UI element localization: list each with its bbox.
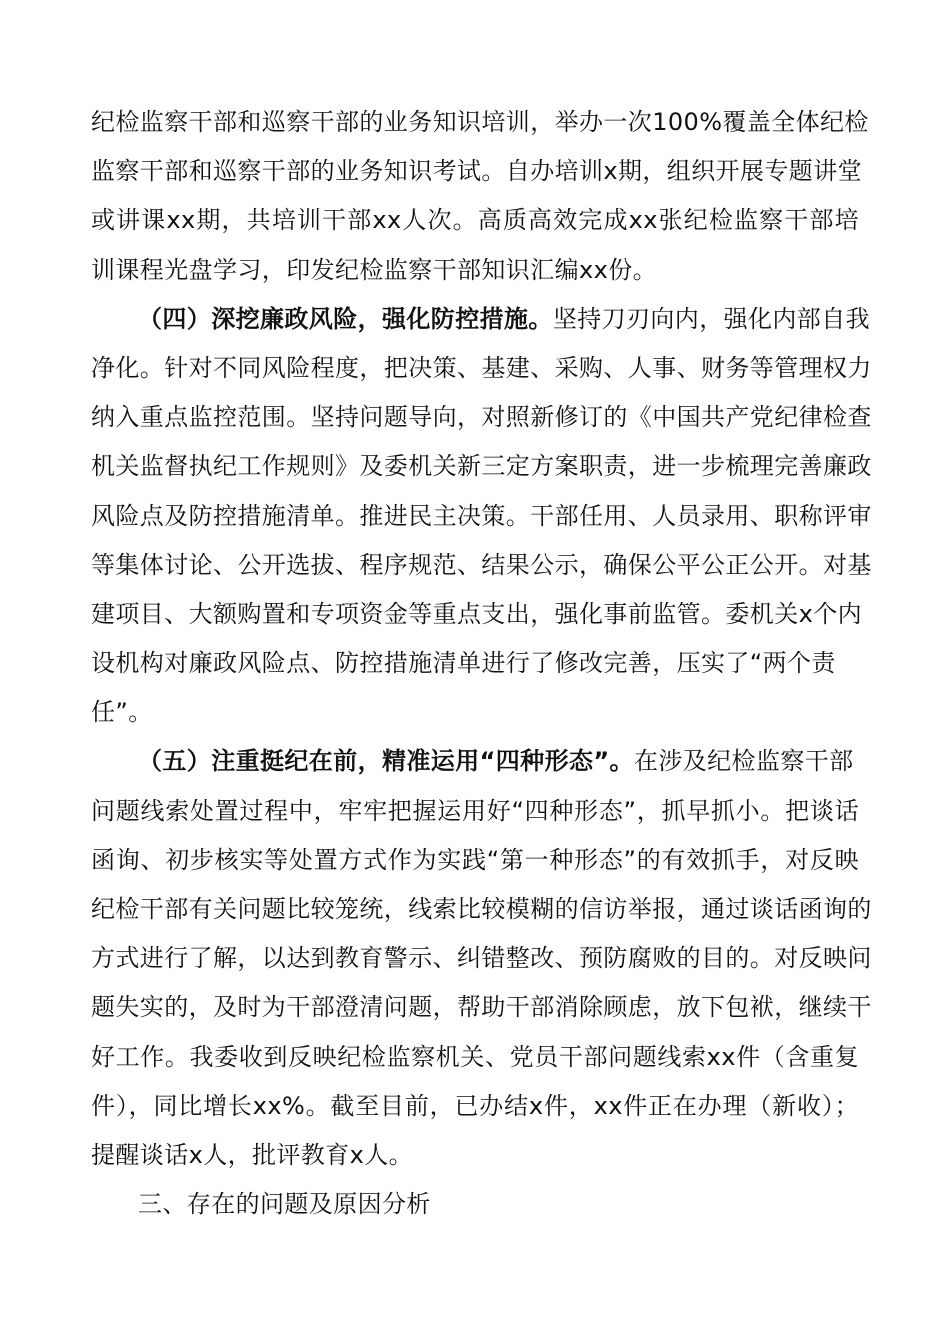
paragraph-line: 风险点及防控措施清单。推进民主决策。干部任用、人员录用、职称评审 bbox=[91, 501, 872, 530]
paragraph-line: 题失实的，及时为干部澄清问题，帮助干部消除顾虑，放下包袱，继续干 bbox=[91, 993, 872, 1022]
paragraph-line: 提醒谈话x人，批评教育x人。 bbox=[91, 1140, 414, 1169]
section-heading: 三、存在的问题及原因分析 bbox=[138, 1190, 431, 1219]
paragraph-line: 问题线索处置过程中，牢牢把握运用好“四种形态”，抓早抓小。把谈话 bbox=[91, 796, 859, 825]
paragraph-line: 件），同比增长xx%。截至目前，已办结x件，xx件正在办理（新收）； bbox=[91, 1091, 859, 1120]
paragraph-line: 或讲课xx期，共培训干部xx人次。高质高效完成xx张纪检监察干部培 bbox=[91, 206, 859, 235]
paragraph-line: 监察干部和巡察干部的业务知识考试。自办培训x期，组织开展专题讲堂 bbox=[91, 157, 863, 186]
paragraph-line: 任”。 bbox=[91, 698, 153, 727]
paragraph-text: 坚持刀刃向内，强化内部自我 bbox=[552, 304, 871, 333]
paragraph-first-line bbox=[91, 295, 871, 344]
paragraph-heading: （四）深挖廉政风险，强化防控措施。 bbox=[138, 304, 553, 333]
paragraph-line: 建项目、大额购置和专项资金等重点支出，强化事前监管。委机关x个内 bbox=[91, 599, 863, 628]
paragraph-line: 机关监督执纪工作规则》及委机关新三定方案职责，进一步梳理完善廉政 bbox=[91, 452, 872, 481]
paragraph-line: 纪检监察干部和巡察干部的业务知识培训，举办一次100%覆盖全体纪检 bbox=[91, 108, 869, 136]
paragraph-first-line bbox=[91, 737, 859, 786]
paragraph-line: 训课程光盘学习，印发纪检监察干部知识汇编xx份。 bbox=[91, 255, 658, 284]
paragraph-text: 在涉及纪检监察干部 bbox=[633, 747, 854, 776]
paragraph-line: 方式进行了解，以达到教育警示、纠错整改、预防腐败的目的。对反映问 bbox=[91, 944, 872, 973]
paragraph-line: 函询、初步核实等处置方式作为实践“第一种形态”的有效抓手，对反映 bbox=[91, 845, 859, 874]
paragraph-line: 净化。针对不同风险程度，把决策、基建、采购、人事、财务等管理权力 bbox=[91, 353, 872, 382]
paragraph-line: 好工作。我委收到反映纪检监察机关、党员干部问题线索xx件（含重复 bbox=[91, 1042, 859, 1071]
paragraph-line: 设机构对廉政风险点、防控措施清单进行了修改完善，压实了“两个责 bbox=[91, 649, 836, 678]
paragraph-line: 纳入重点监控范围。坚持问题导向，对照新修订的《中国共产党纪律检查 bbox=[91, 403, 872, 432]
paragraph-line: 等集体讨论、公开选拔、程序规范、结果公示，确保公平公正公开。对基 bbox=[91, 550, 872, 579]
paragraph-line: 纪检干部有关问题比较笼统，线索比较模糊的信访举报，通过谈话函询的 bbox=[91, 895, 872, 923]
paragraph-heading: （五）注重挺纪在前，精准运用“四种形态”。 bbox=[138, 747, 634, 776]
document-page bbox=[91, 98, 872, 1229]
